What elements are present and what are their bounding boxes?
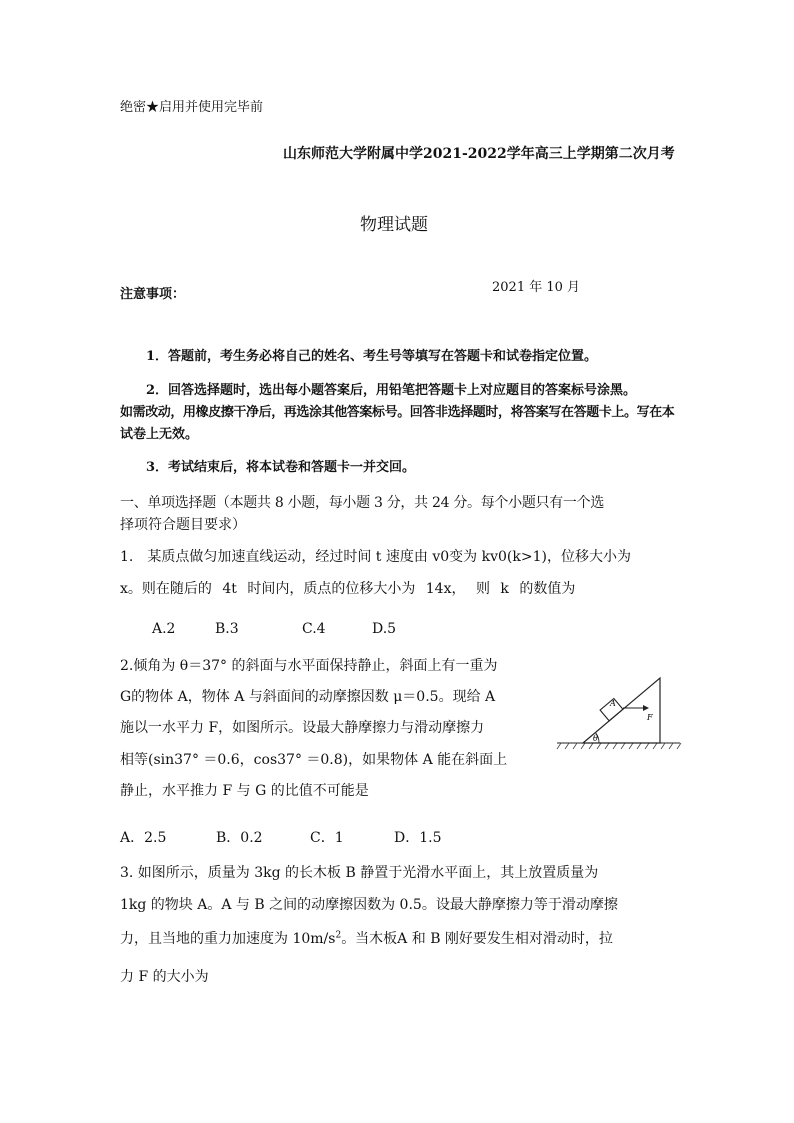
q1-option-d: D.5 [372, 621, 397, 637]
ground-hatching [557, 743, 681, 749]
q3-line3 [120, 928, 613, 948]
notice-item-2-line1: 2．回答选择题时，选出每小题答案后，用铅笔把答题卡上对应题目的答案标号涂黑。 [146, 383, 637, 398]
q1-option-c: C.4 [302, 621, 326, 637]
q1-option-a: A.2 [152, 621, 176, 637]
q2-line1: 2.倾角为 θ＝37° 的斜面与水平面保持静止，斜面上有一重为 [120, 658, 498, 674]
q2-line3: 施以一水平力 F，如图所示。设最大静摩擦力与滑动摩擦力 [120, 720, 485, 736]
force-arrow-head [643, 705, 649, 711]
q3-line4: 力 F 的大小为 [120, 969, 209, 985]
q2-line5: 静止，水平推力 F 与 G 的比值不可能是 [120, 783, 369, 799]
q2-option-c: C．1 [310, 830, 344, 846]
confidential-label: 绝密★启用并使用完毕前 [120, 100, 264, 115]
q3-line3-part1: 力，且当地的重力加速度为 10m/s [120, 931, 336, 947]
incline-figure [555, 672, 685, 752]
q1-option-b: B.3 [215, 621, 239, 637]
figure-label-f: F [647, 713, 653, 722]
section1-heading-line2: 择项符合题目要求） [120, 517, 246, 533]
subject-title: 物理试题 [360, 215, 428, 235]
q3-line3-exponent: 2 [335, 930, 342, 941]
exam-date: 2021 年 10 月 [492, 280, 581, 295]
q3-line2: 1kg 的物块 A。A 与 B 之间的动摩擦因数为 0.5。设最大静摩擦力等于滑动摩擦 [120, 897, 618, 913]
notice-item-2-line2: 如需改动，用橡皮擦干净后，再选涂其他答案标号。回答非选择题时，将答案写在答题卡上。写在本 [120, 405, 675, 420]
section1-heading-line1: 一、单项选择题（本题共 8 小题，每小题 3 分，共 24 分。每个小题只有一个选 [120, 495, 605, 511]
q2-line2: G的物体 A，物体 A 与斜面间的动摩擦因数 μ＝0.5。现给 A [120, 689, 496, 705]
notice-item-1: 1．答题前，考生务必将自己的姓名、考生号等填写在答题卡和试卷指定位置。 [146, 349, 598, 364]
notice-title: 注意事项： [120, 287, 186, 302]
q3-line1: 3. 如图所示，质量为 3kg 的长木板 B 静置于光滑水平面上，其上放置质量为 [120, 865, 599, 881]
q3-line3-part2: 。当木板A 和 B 刚好要发生相对滑动时，拉 [341, 931, 613, 947]
q1-line1: 1. 某质点做匀加速直线运动，经过时间 t 速度由 v0变为 kv0(k>1)，位移大小为 [120, 549, 631, 565]
exam-title: 山东师范大学附属中学2021-2022学年高三上学期第二次月考 [283, 146, 675, 162]
notice-item-2-line3: 试卷上无效。 [120, 427, 199, 442]
q2-option-b: B．0.2 [216, 830, 263, 846]
figure-label-a: A [610, 699, 616, 708]
q2-option-d: D．1.5 [394, 830, 442, 846]
notice-item-3: 3．考试结束后，将本试卷和答题卡一并交回。 [146, 460, 416, 475]
q2-option-a: A．2.5 [120, 830, 167, 846]
figure-label-theta: θ [593, 734, 598, 743]
q2-line4: 相等(sin37° ＝0.6，cos37° ＝0.8)，如果物体 A 能在斜面上 [120, 752, 508, 768]
q1-line2: x。则在随后的 4t 时间内，质点的位移大小为 14x， 则 k 的数值为 [120, 581, 576, 597]
